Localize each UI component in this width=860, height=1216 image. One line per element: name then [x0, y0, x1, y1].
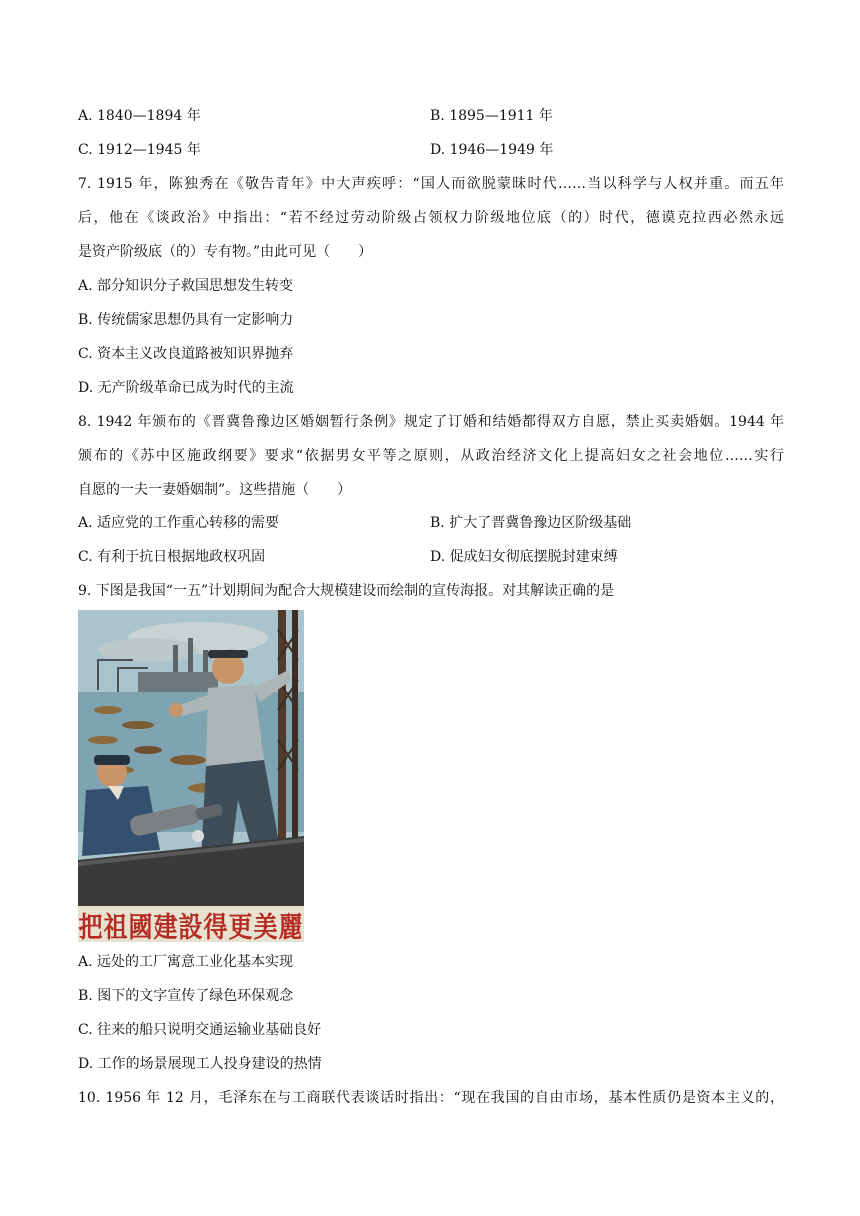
q8-option-a: A. 适应党的工作重心转移的需要: [78, 515, 280, 531]
q6-option-d: [430, 140, 553, 160]
q9-option-d: D. 工作的场景展现工人投身建设的热情: [78, 1056, 322, 1072]
q9-option-a: A. 远处的工厂寓意工业化基本实现: [78, 954, 294, 970]
q6-option-a-text: 1840—1894 年: [97, 108, 201, 124]
q8-option-c: C. 有利于抗日根据地政权巩固: [78, 549, 266, 565]
propaganda-poster: [78, 610, 304, 942]
q7-stem-line-2: 后，他在《谈政治》中指出：“若不经过劳动阶级占领权力阶级地位底（的）时代，德谟克拉西必然永远: [78, 210, 784, 226]
q7-option-c: C. 资本主义改良道路被知识界抛弃: [78, 346, 294, 362]
poster-caption: 把祖國建設得更美麗: [78, 910, 304, 942]
q6-option-a: [78, 106, 201, 126]
q7-stem-line-3: 是资产阶级底（的）专有物。”由此可见（ ）: [78, 244, 373, 260]
poster-caption-band: [78, 906, 304, 942]
q7-option-b: B. 传统儒家思想仍具有一定影响力: [78, 312, 294, 328]
q8-stem-line-1: 8. 1942 年颁布的《晋冀鲁豫边区婚姻暂行条例》规定了订婚和结婚都得双方自愿，禁止买卖婚姻。1944 年: [78, 414, 784, 430]
q9-option-b: B. 图下的文字宣传了绿色环保观念: [78, 988, 294, 1004]
q7-option-a: A. 部分知识分子救国思想发生转变: [78, 278, 294, 294]
q6-option-b-letter: B.: [430, 108, 445, 124]
q6-option-b: [430, 106, 553, 126]
q6-option-d-letter: D.: [430, 142, 446, 158]
poster-illustration: [78, 610, 304, 906]
q6-option-a-letter: A.: [78, 108, 93, 124]
q6-option-c-letter: C.: [78, 142, 93, 158]
q8-option-d: D. 促成妇女彻底摆脱封建束缚: [430, 549, 618, 565]
q7-option-d: D. 无产阶级革命已成为时代的主流: [78, 380, 294, 396]
q8-stem-line-3: 自愿的一夫一妻婚姻制”。这些措施（ ）: [78, 482, 352, 498]
q6-option-c-text: 1912—1945 年: [97, 142, 201, 158]
q9-option-c: C. 往来的船只说明交通运输业基础良好: [78, 1022, 322, 1038]
q6-option-d-text: 1946—1949 年: [449, 142, 554, 158]
q8-stem-line-2: 颁布的《苏中区施政纲要》要求“依据男女平等之原则，从政治经济文化上提高妇女之社会地位……实行: [78, 448, 784, 464]
q9-stem: 9. 下图是我国“一五”计划期间为配合大规模建设而绘制的宣传海报。对其解读正确的是: [78, 583, 615, 599]
q10-stem: 10. 1956 年 12 月，毛泽东在与工商联代表谈话时指出：“现在我国的自由市场，基本性质仍是资本主义的，: [78, 1090, 784, 1106]
q8-option-b: B. 扩大了晋冀鲁豫边区阶级基础: [430, 515, 632, 531]
q7-stem-line-1: 7. 1915 年，陈独秀在《敬告青年》中大声疾呼：“国人而欲脱蒙昧时代……当以科学与人权并重。而五年: [78, 176, 784, 192]
q6-option-b-text: 1895—1911 年: [449, 108, 553, 124]
q6-option-c: [78, 140, 201, 160]
